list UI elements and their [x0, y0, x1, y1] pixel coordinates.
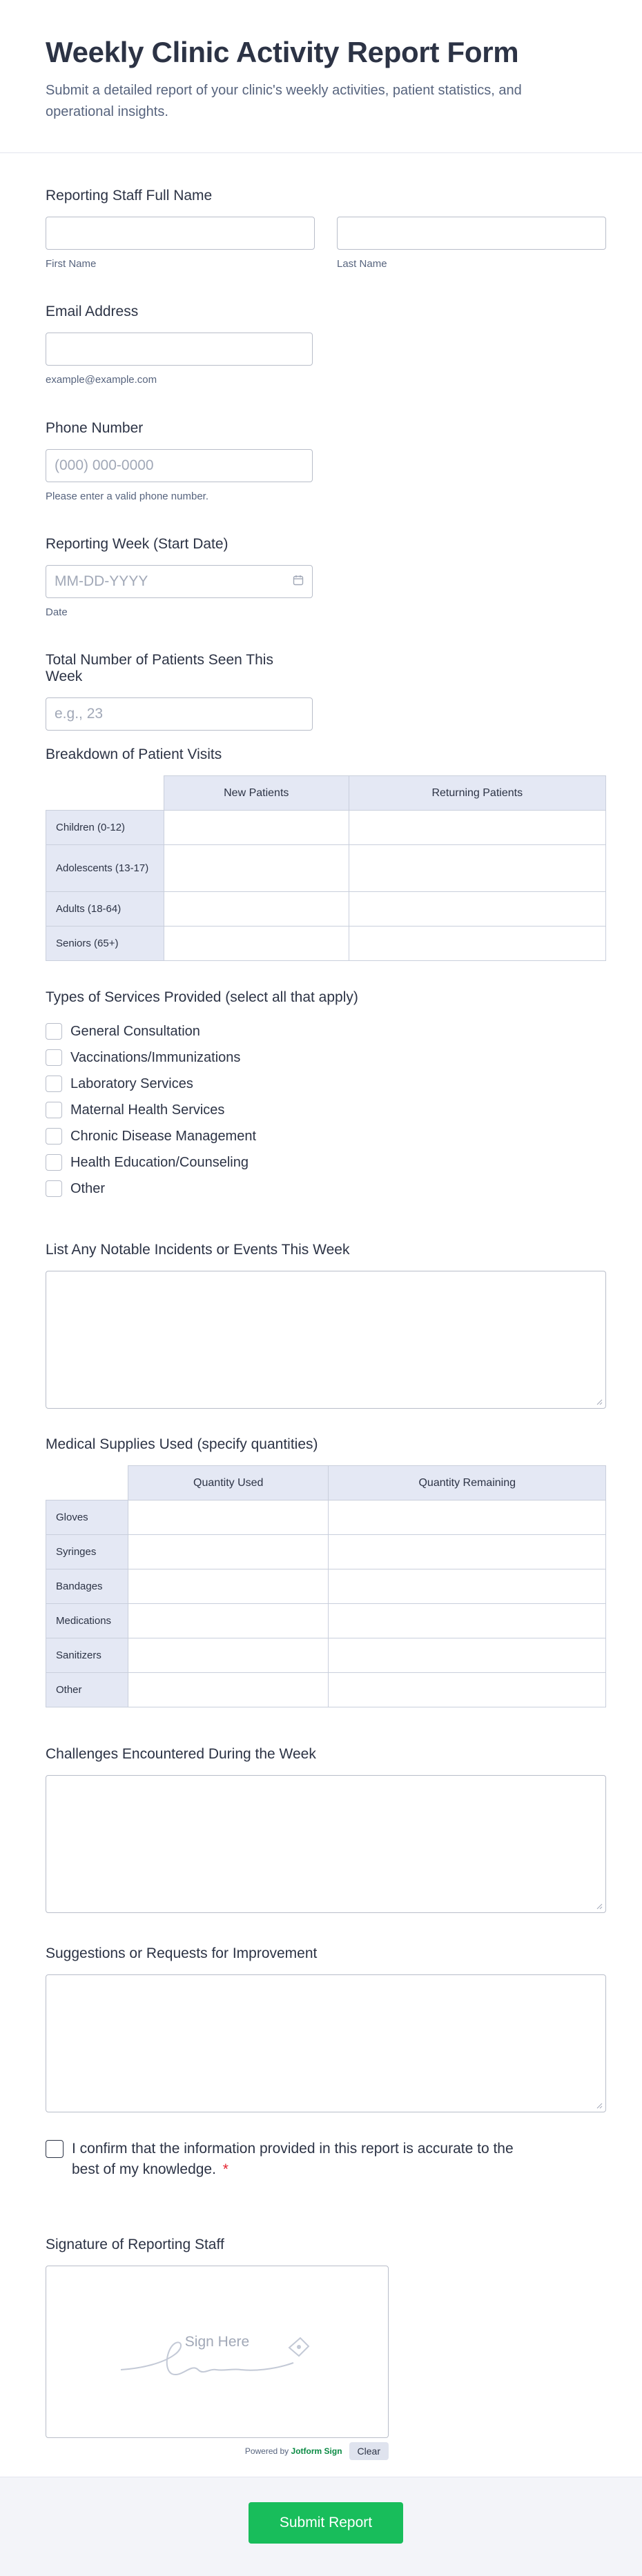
incidents-textarea[interactable] [46, 1271, 606, 1409]
signature-placeholder-graphic [46, 2266, 388, 2437]
table-cell-input[interactable] [164, 811, 349, 845]
supplies-col-header: Quantity Remaining [329, 1466, 606, 1500]
table-cell-input[interactable] [329, 1569, 606, 1604]
patients-total-label: Total Number of Patients Seen This Week [46, 652, 273, 684]
supplies-row-header: Medications [46, 1604, 128, 1638]
table-row [46, 845, 606, 892]
form-title: Weekly Clinic Activity Report Form [46, 36, 519, 68]
phone-label: Phone Number [46, 420, 144, 436]
visits-col-header: Returning Patients [349, 776, 605, 811]
supplies-table [46, 1465, 606, 1707]
email-field [46, 304, 313, 386]
full-name-label: Reporting Staff Full Name [46, 188, 213, 204]
visits-row-header: Adults (18-64) [46, 892, 164, 927]
table-cell-input[interactable] [164, 927, 349, 961]
service-option[interactable]: Vaccinations/Immunizations [46, 1044, 606, 1071]
table-cell-input[interactable] [164, 845, 349, 892]
table-cell-input[interactable] [128, 1535, 329, 1569]
incidents-label: List Any Notable Incidents or Events This Week [46, 1242, 350, 1258]
service-option[interactable]: Health Education/Counseling [46, 1149, 606, 1176]
supplies-row-header: Gloves [46, 1500, 128, 1535]
challenges-label: Challenges Encountered During the Week [46, 1746, 316, 1762]
email-label: Email Address [46, 304, 139, 319]
week-date-input[interactable] [46, 565, 313, 598]
checkbox[interactable] [46, 1049, 62, 1066]
phone-input[interactable]: (000) 000-0000 [46, 449, 313, 482]
signature-placeholder: Sign Here [184, 2334, 250, 2350]
required-mark: * [222, 2161, 228, 2177]
visits-col-header: New Patients [164, 776, 349, 811]
suggestions-label: Suggestions or Requests for Improvement [46, 1945, 318, 1961]
last-name-sublabel: Last Name [337, 258, 387, 270]
table-row [46, 927, 606, 961]
table-cell-input[interactable] [329, 1500, 606, 1535]
week-field [46, 536, 313, 618]
visits-table [46, 775, 606, 961]
table-row [46, 811, 606, 845]
confirm-label: I confirm that the information provided in this report is accurate to the best of my knowledge. [72, 2141, 514, 2177]
table-cell-input[interactable] [349, 892, 605, 927]
jotform-sign-link[interactable]: Jotform Sign [291, 2446, 342, 2456]
supplies-row-header: Sanitizers [46, 1638, 128, 1673]
visits-row-header: Children (0-12) [46, 811, 164, 845]
last-name-input[interactable] [337, 217, 606, 250]
table-cell-input[interactable] [349, 927, 605, 961]
table-cell-input[interactable] [349, 811, 605, 845]
calendar-icon[interactable] [293, 573, 304, 590]
phone-field [46, 420, 313, 502]
supplies-label: Medical Supplies Used (specify quantities) [46, 1436, 318, 1452]
confirm-field [46, 2139, 538, 2180]
resize-handle-icon[interactable] [596, 1903, 603, 1910]
challenges-field [46, 1746, 606, 1913]
form-footer [0, 2477, 642, 2576]
visits-row-header: Adolescents (13-17) [46, 845, 164, 892]
table-cell-input[interactable] [128, 1638, 329, 1673]
table-cell-input[interactable] [128, 1500, 329, 1535]
visits-label: Breakdown of Patient Visits [46, 746, 222, 762]
visits-field [46, 746, 606, 961]
service-option[interactable]: Other [46, 1176, 606, 1202]
table-cell-input[interactable] [329, 1604, 606, 1638]
first-name-sublabel: First Name [46, 258, 97, 270]
patients-total-input[interactable]: e.g., 23 [46, 697, 313, 731]
email-input[interactable] [46, 333, 313, 366]
resize-handle-icon[interactable] [596, 2102, 603, 2109]
table-row [46, 1500, 606, 1535]
signature-field [46, 2237, 389, 2460]
checkbox[interactable] [46, 1076, 62, 1092]
incidents-field [46, 1242, 606, 1409]
checkbox[interactable] [46, 1023, 62, 1040]
full-name-field [46, 188, 606, 270]
service-option[interactable]: Chronic Disease Management [46, 1123, 606, 1149]
table-cell-input[interactable] [329, 1673, 606, 1707]
week-date-placeholder: MM-DD-YYYY [55, 573, 148, 589]
week-label: Reporting Week (Start Date) [46, 536, 228, 552]
table-row [46, 1569, 606, 1604]
week-sublabel: Date [46, 606, 68, 618]
first-name-input[interactable] [46, 217, 315, 250]
table-cell-input[interactable] [349, 845, 605, 892]
service-option[interactable]: Laboratory Services [46, 1071, 606, 1097]
email-sublabel: example@example.com [46, 374, 157, 386]
table-row [46, 892, 606, 927]
form-body [0, 153, 642, 2481]
table-cell-input[interactable] [164, 892, 349, 927]
challenges-textarea[interactable] [46, 1775, 606, 1913]
form-header [0, 0, 642, 153]
services-field [46, 989, 606, 1202]
table-row [46, 1673, 606, 1707]
table-cell-input[interactable] [329, 1638, 606, 1673]
supplies-row-header: Bandages [46, 1569, 128, 1604]
service-option[interactable]: Maternal Health Services [46, 1097, 606, 1123]
suggestions-textarea[interactable] [46, 1974, 606, 2112]
supplies-row-header: Other [46, 1673, 128, 1707]
confirm-checkbox[interactable] [46, 2140, 64, 2158]
form-subtitle: Submit a detailed report of your clinic's weekly activities, patient statistics, and operational insights. [46, 83, 522, 119]
table-row [46, 1535, 606, 1569]
checkbox[interactable] [46, 1102, 62, 1118]
table-cell-input[interactable] [128, 1604, 329, 1638]
table-row [46, 1604, 606, 1638]
suggestions-field [46, 1945, 606, 2112]
table-cell-input[interactable] [128, 1673, 329, 1707]
checkbox[interactable] [46, 1128, 62, 1145]
supplies-field [46, 1436, 606, 1707]
phone-sublabel: Please enter a valid phone number. [46, 491, 208, 502]
resize-handle-icon[interactable] [596, 1398, 603, 1405]
table-cell-input[interactable] [128, 1569, 329, 1604]
services-label: Types of Services Provided (select all that apply) [46, 989, 358, 1005]
service-option[interactable]: General Consultation [46, 1018, 606, 1044]
patients-total-field [46, 652, 313, 731]
clear-signature-button[interactable]: Clear [349, 2442, 389, 2460]
checkbox[interactable] [46, 1154, 62, 1171]
supplies-col-header: Quantity Used [128, 1466, 329, 1500]
signature-label: Signature of Reporting Staff [46, 2237, 224, 2252]
visits-row-header: Seniors (65+) [46, 927, 164, 961]
powered-by-text: Powered by Jotform Sign [244, 2446, 342, 2456]
signature-pad[interactable] [46, 2266, 389, 2438]
checkbox[interactable] [46, 1180, 62, 1197]
submit-button[interactable]: Submit Report [249, 2502, 403, 2544]
table-cell-input[interactable] [329, 1535, 606, 1569]
table-row [46, 1638, 606, 1673]
supplies-row-header: Syringes [46, 1535, 128, 1569]
